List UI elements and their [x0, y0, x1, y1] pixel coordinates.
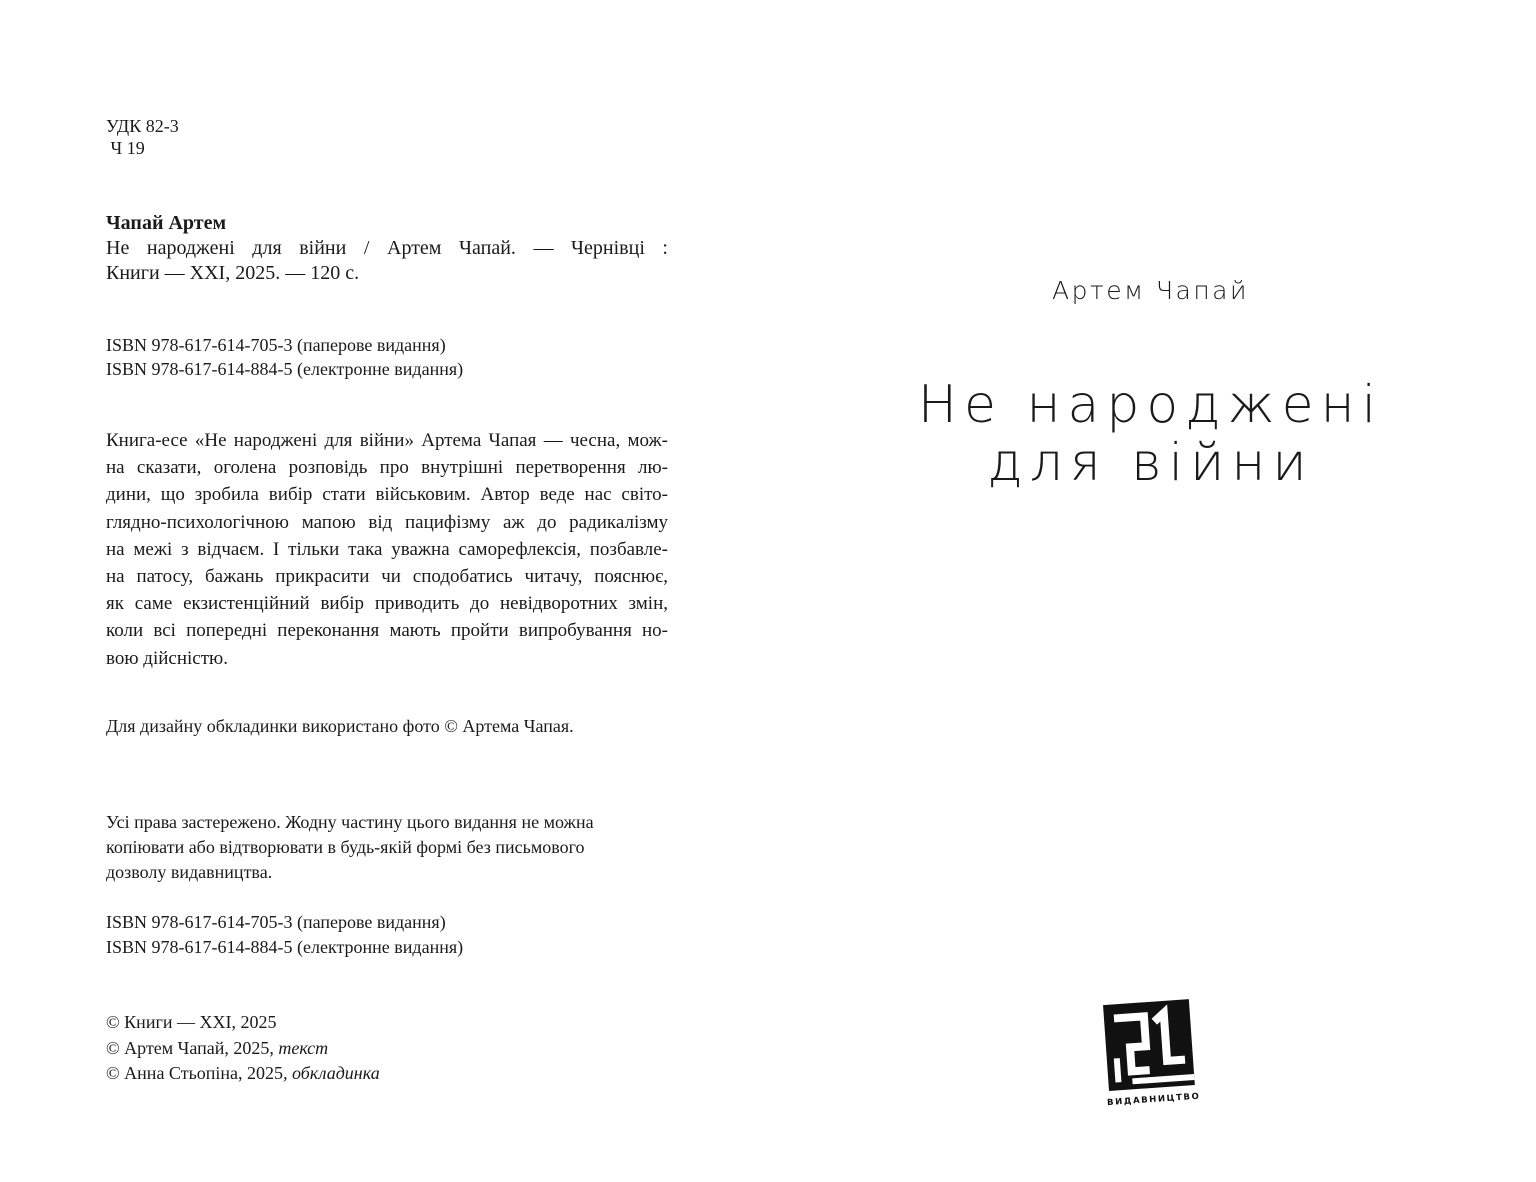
annotation-line: на межі з відчаєм. І тільки така уважна саморефлексія, позбавле-	[106, 538, 668, 560]
bibliographic-record	[106, 211, 668, 286]
logo-caption: ВИДАВНИЦТВО	[1106, 1091, 1200, 1106]
annotation-line: як саме екзистенційний вибір приводить до невідворотних змін,	[106, 593, 668, 615]
annotation-line: на сказати, оголена розповідь про внутрішні перетворення лю-	[106, 457, 668, 479]
title-line: Не народжені	[917, 375, 1384, 435]
isbn-paper: ISBN 978-617-614-705-3 (паперове видання)	[106, 335, 446, 355]
logo-21-icon	[1100, 996, 1200, 1106]
biblio-line: Книги — XXI, 2025. — 120 с.	[106, 262, 360, 284]
author-sign: Ч 19	[106, 138, 145, 158]
rights-line: Усі права застережено. Жодну частину цього видання не можна	[106, 812, 594, 832]
annotation-line: Книга-есе «Не народжені для війни» Артема Чапая — чесна, мож-	[106, 430, 668, 451]
isbn-bottom	[106, 910, 463, 960]
copyright-line: © Книги — XXI, 2025	[106, 1012, 277, 1032]
isbn-top	[106, 333, 463, 381]
biblio-line: Не народжені для війни / Артем Чапай. — Чернівці :	[106, 237, 668, 259]
copyright-line: © Артем Чапай, 2025, текст	[106, 1037, 329, 1058]
rights-line: копіювати або відтворювати в будь-якій формі без письмового	[106, 837, 585, 857]
copyright-block	[106, 1010, 380, 1087]
annotation-line: глядно-психологічною мапою від пацифізму аж до радикалізму	[106, 511, 668, 533]
rights-notice	[106, 810, 594, 885]
publisher-logo	[1100, 996, 1200, 1106]
udk-block	[106, 114, 179, 160]
title-page-author: Артем Чапай	[1052, 276, 1249, 305]
isbn-electronic: ISBN 978-617-614-884-5 (електронне видання)	[106, 937, 464, 957]
annotation-line: дини, що зробила вибір стати військовим. Автор веде нас світо-	[106, 484, 668, 506]
cover-note: Для дизайну обкладинки використано фото © Артема Чапая.	[106, 716, 574, 736]
copyright-line: © Анна Стьопіна, 2025, обкладинка	[106, 1063, 380, 1083]
isbn-electronic: ISBN 978-617-614-884-5 (електронне видання)	[106, 359, 464, 379]
annotation-line: коли всі попередні переконання мають пройти випробування но-	[106, 620, 668, 642]
author-heading: Чапай Артем	[106, 212, 227, 234]
rights-line: дозволу видавництва.	[106, 862, 273, 882]
annotation	[106, 427, 668, 672]
book-title	[768, 376, 1533, 492]
annotation-line: на патосу, бажань прикрасити чи сподобатись читачу, пояснює,	[106, 566, 668, 588]
annotation-line: вою дійсністю.	[106, 647, 228, 669]
title-line: для війни	[987, 433, 1314, 493]
udk-code: УДК 82-3	[106, 116, 179, 136]
isbn-paper: ISBN 978-617-614-705-3 (паперове видання)	[106, 912, 446, 932]
